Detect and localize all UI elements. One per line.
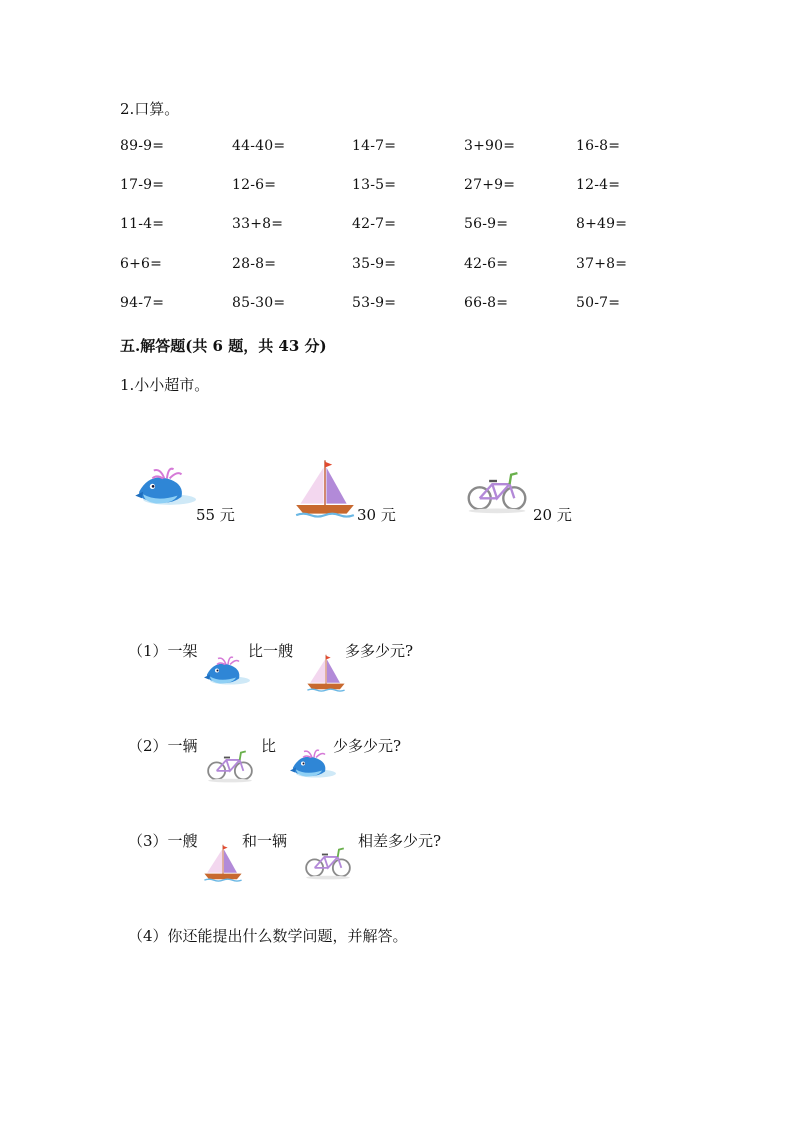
arith-item: 89-9= [120, 138, 165, 154]
subq3-part-a: （3）一艘 [128, 832, 198, 850]
sailboat-icon [292, 456, 358, 518]
section2-title: 2.口算。 [120, 100, 180, 118]
arith-item: 44-40= [232, 138, 286, 154]
subq2-part-b: 比 [261, 737, 277, 755]
whale-plane-icon [130, 458, 196, 516]
whale-plane-icon [286, 744, 336, 784]
arith-item: 66-8= [464, 295, 509, 311]
bicycle-icon [464, 470, 530, 514]
subq3-part-c: 相差多少元? [358, 832, 442, 850]
arith-item: 6+6= [120, 256, 163, 272]
arith-item: 50-7= [576, 295, 621, 311]
whale-plane-icon [200, 650, 250, 692]
section5-title: 五.解答题(共 6 题，共 43 分) [120, 337, 327, 355]
subq1-part-a: （1）一架 [128, 642, 198, 660]
arith-row-3 [0, 216, 794, 236]
bicycle-icon [205, 749, 255, 783]
arith-item: 13-5= [352, 177, 397, 193]
subq2-part-a: （2）一辆 [128, 737, 198, 755]
arith-item: 16-8= [576, 138, 621, 154]
arith-item: 53-9= [352, 295, 397, 311]
question1-title: 1.小小超市。 [120, 376, 210, 394]
arith-row-1 [0, 138, 794, 158]
arith-item: 14-7= [352, 138, 397, 154]
sailboat-icon [305, 652, 347, 692]
subq4-text: （4）你还能提出什么数学问题，并解答。 [128, 927, 408, 945]
arith-item: 85-30= [232, 295, 286, 311]
arith-item: 56-9= [464, 216, 509, 232]
arith-row-4 [0, 256, 794, 276]
subq1-part-c: 多多少元? [345, 642, 414, 660]
arith-item: 11-4= [120, 216, 165, 232]
price-boat: 30 元 [357, 506, 396, 524]
arith-item: 3+90= [464, 138, 516, 154]
arith-row-5 [0, 295, 794, 315]
arith-row-2 [0, 177, 794, 197]
arith-item: 42-6= [464, 256, 509, 272]
subq1-part-b: 比一艘 [248, 642, 294, 660]
arith-item: 17-9= [120, 177, 165, 193]
subq2-part-c: 少多少元? [333, 737, 402, 755]
arith-item: 8+49= [576, 216, 628, 232]
price-bike: 20 元 [533, 506, 572, 524]
sailboat-icon [202, 842, 244, 882]
subq3-part-b: 和一辆 [242, 832, 288, 850]
arith-item: 28-8= [232, 256, 277, 272]
arith-item: 42-7= [352, 216, 397, 232]
arith-item: 27+9= [464, 177, 516, 193]
arith-item: 37+8= [576, 256, 628, 272]
bicycle-icon [303, 846, 353, 880]
arith-item: 12-6= [232, 177, 277, 193]
arith-item: 12-4= [576, 177, 621, 193]
price-whale: 55 元 [196, 506, 235, 524]
arith-item: 35-9= [352, 256, 397, 272]
arith-item: 33+8= [232, 216, 284, 232]
arith-item: 94-7= [120, 295, 165, 311]
